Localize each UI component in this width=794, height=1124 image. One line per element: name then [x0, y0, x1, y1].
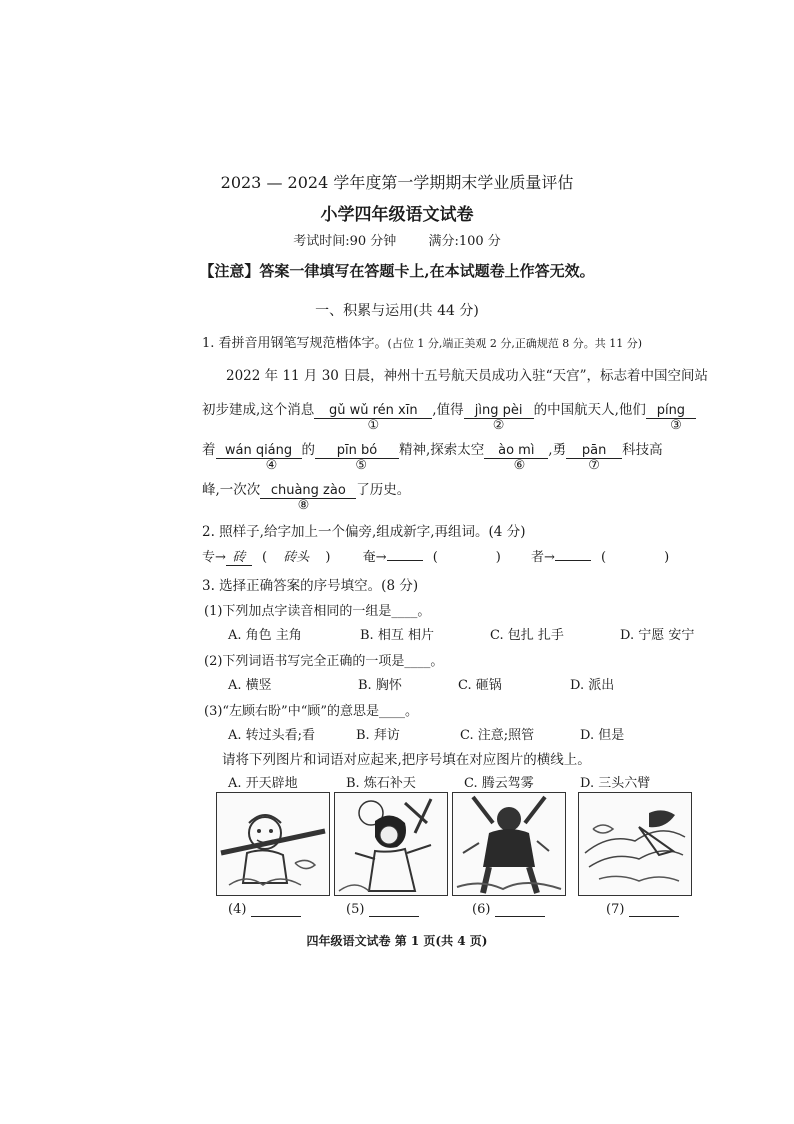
pinyin-text: pīn bó [336, 443, 378, 458]
q2-example-char: 专→ [202, 550, 226, 565]
blank-number: ⑤ [355, 458, 368, 473]
blank-number: ⑦ [588, 458, 600, 473]
q1-text: 的 [301, 442, 315, 458]
monkey-king-illustration [217, 793, 329, 895]
pinyin-text: píng [656, 403, 686, 418]
pic-label: (4) [228, 902, 247, 917]
q2-item-2: 奄→ [362, 550, 387, 565]
q1-text: 精神,探索太空 [399, 442, 485, 458]
cloud-flying-illustration [579, 793, 691, 895]
pic-option-a: A. 开天辟地 [228, 776, 298, 791]
picture-nezha [452, 792, 566, 896]
q1-line4 [202, 478, 411, 513]
pic-answer-4[interactable] [228, 902, 301, 917]
pinyin-blank-5[interactable] [315, 442, 399, 473]
nezha-illustration [453, 793, 565, 895]
q1-text: 科技高 [622, 442, 663, 458]
pic-option-d: D. 三头六臂 [580, 776, 651, 791]
pinyin-blank-1[interactable] [314, 402, 432, 433]
q1-text: 峰,一次次 [202, 482, 261, 498]
answer-line[interactable] [251, 904, 301, 917]
pinyin-text: jìng pèi [474, 403, 523, 418]
pic-label: (5) [346, 902, 365, 917]
pinyin-text: gǔ wǔ rén xīn [328, 403, 418, 418]
paren-open: ( [601, 550, 607, 565]
pic-option-c: C. 腾云驾雾 [464, 776, 534, 791]
q2-title: 2. 照样子,给字加上一个偏旁,组成新字,再组词。(4 分) [202, 524, 526, 540]
pinyin-text: chuàng zào [270, 483, 346, 498]
section-title: 一、积累与运用(共 44 分) [315, 303, 479, 319]
q3-sub1-opt-d: D. 宁愿 安宁 [620, 628, 695, 643]
paren-close: ) [495, 550, 501, 565]
q3-sub3-opt-c: C. 注意;照管 [460, 728, 535, 743]
q2-answer-blank-3[interactable] [555, 560, 591, 561]
q3-sub2-opt-c: C. 砸锅 [458, 678, 502, 693]
q3-sub2-opt-d: D. 派出 [570, 678, 615, 693]
picture-monkey-king [216, 792, 330, 896]
picture-nuwa [334, 792, 448, 896]
q1-text: 了历史。 [356, 482, 411, 498]
page-footer: 四年级语文试卷 第 1 页(共 4 页) [306, 934, 488, 948]
q3-sub3-opt-b: B. 拜访 [356, 728, 400, 743]
pic-answer-6[interactable] [472, 902, 545, 917]
exam-time: 考试时间:90 分钟 [293, 234, 397, 249]
pic-label: (6) [472, 902, 491, 917]
q1-note: (占位 1 分,端正美观 2 分,正确规范 8 分。共 11 分) [387, 337, 643, 350]
exam-title: 2023 — 2024 学年度第一学期期末学业质量评估 [220, 173, 574, 192]
q3-title: 3. 选择正确答案的序号填空。(8 分) [202, 578, 419, 594]
answer-line[interactable] [369, 904, 419, 917]
pinyin-blank-8[interactable] [260, 482, 356, 513]
paren-close: ) [325, 550, 331, 565]
q1-text: 的中国航天人,他们 [533, 402, 646, 418]
pic-answer-7[interactable] [606, 902, 679, 917]
answer-line[interactable] [629, 904, 679, 917]
q3-sub3-opt-a: A. 转过头看;看 [228, 728, 316, 743]
q3-sub2: (2)下列词语书写完全正确的一项是____。 [204, 654, 444, 669]
pinyin-blank-3[interactable] [646, 402, 696, 433]
q3-sub3: (3)“左顾右盼”中“顾”的意思是____。 [204, 704, 418, 719]
q3-sub2-opt-a: A. 横竖 [228, 678, 272, 693]
q1-title [202, 332, 642, 351]
blank-number: ⑧ [297, 498, 310, 513]
q3-sub1-opt-a: A. 角色 主角 [228, 628, 302, 643]
pinyin-text: pān [581, 443, 607, 458]
q3-sub1: (1)下列加点字读音相同的一组是____。 [204, 604, 431, 619]
exam-notice: 【注意】答案一律填写在答题卡上,在本试题卷上作答无效。 [199, 262, 595, 280]
blank-number: ④ [265, 458, 278, 473]
pinyin-text: ào mì [498, 443, 535, 458]
blank-number: ② [492, 418, 505, 433]
q1-line2 [202, 398, 696, 433]
q1-text: 着 [202, 442, 216, 458]
paren-open: ( [432, 550, 438, 565]
blank-number: ⑥ [513, 458, 526, 473]
q2-example-answer: 砖 [226, 546, 252, 566]
paren-close: ) [664, 550, 670, 565]
pinyin-blank-2[interactable] [464, 402, 534, 433]
pinyin-blank-7[interactable] [566, 442, 622, 473]
answer-line[interactable] [495, 904, 545, 917]
pinyin-text: wán qiáng [224, 443, 293, 458]
q1-line1: 2022 年 11 月 30 日晨，神州十五号航天员成功入驻“天宫”，标志着中国空间站 [226, 368, 708, 384]
pinyin-blank-4[interactable] [216, 442, 302, 473]
exam-score: 满分:100 分 [428, 234, 501, 249]
pinyin-blank-6[interactable] [484, 442, 548, 473]
q3-sub2-opt-b: B. 胸怀 [358, 678, 402, 693]
q3-sub1-opt-c: C. 包扎 扎手 [490, 628, 564, 643]
q1-text: ,勇 [548, 442, 567, 458]
nuwa-illustration [335, 793, 447, 895]
q2-row [202, 546, 669, 566]
q3-sub3-opt-d: D. 但是 [580, 728, 625, 743]
pic-answer-5[interactable] [346, 902, 419, 917]
q3-instruction: 请将下列图片和词语对应起来,把序号填在对应图片的横线上。 [222, 752, 591, 768]
q1-text: 初步建成,这个消息 [202, 402, 315, 418]
blank-number: ① [367, 418, 380, 433]
pic-option-b: B. 炼石补天 [346, 776, 416, 791]
q1-text: ,值得 [432, 402, 464, 418]
paren-open: ( [262, 550, 268, 565]
exam-info [0, 230, 794, 249]
blank-number: ③ [670, 418, 682, 433]
pic-label: (7) [606, 902, 625, 917]
picture-flying-immortal [578, 792, 692, 896]
q2-example-word: 砖头 [283, 550, 310, 565]
q1-line3 [202, 438, 663, 473]
q2-answer-blank-2[interactable] [387, 560, 423, 561]
exam-subtitle: 小学四年级语文试卷 [320, 205, 474, 225]
q3-sub1-opt-b: B. 相互 相片 [360, 628, 434, 643]
q2-item-3: 者→ [530, 550, 555, 565]
q1-title-text: 1. 看拼音用钢笔写规范楷体字。 [202, 336, 388, 351]
